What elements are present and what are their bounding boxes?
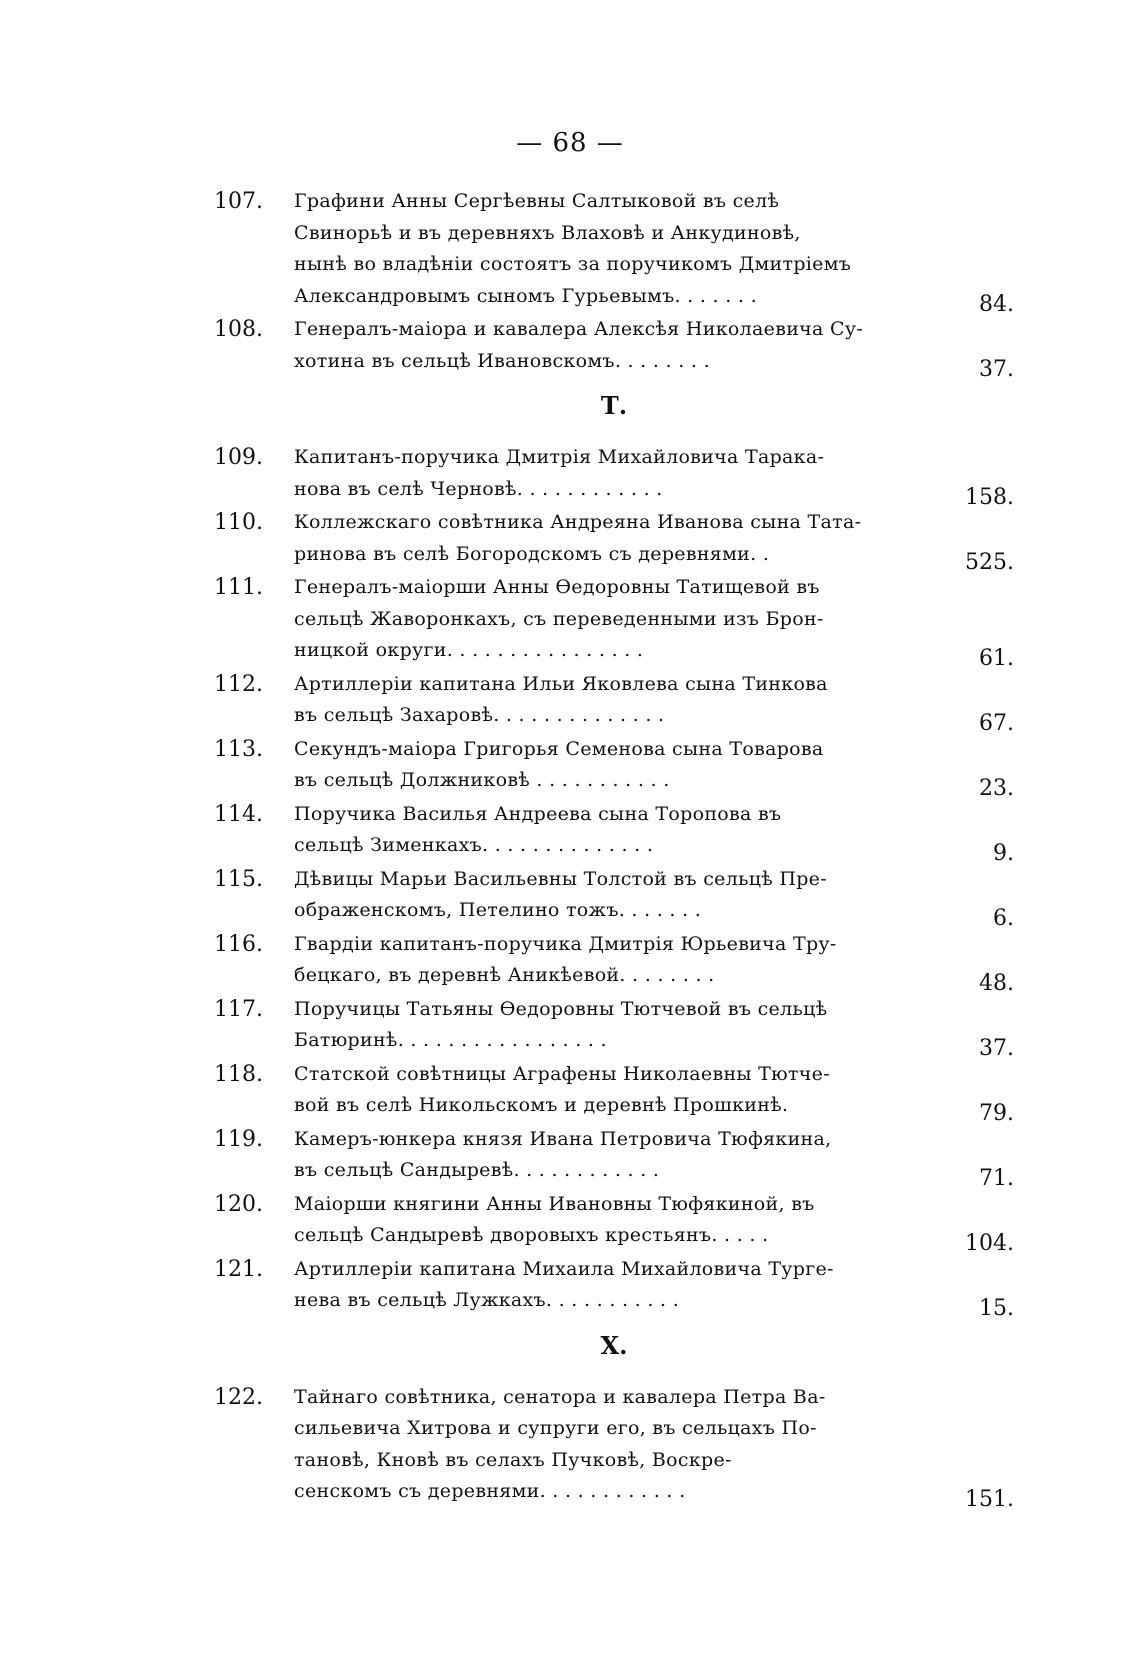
entry-text: [294, 572, 1014, 671]
entry-number: 117.: [214, 996, 263, 1022]
entry-line: Артиллеріи капитана Михаила Михайловича Турге-: [294, 1257, 834, 1280]
list-item: [214, 734, 1014, 801]
list-item: [214, 929, 1014, 996]
entry-line: въ сельцѣ Должниковѣ . . . . . . . . . . .: [294, 769, 670, 791]
entry-line: нынѣ во владѣніи состоятъ за поручикомъ Дмитріемъ: [294, 253, 852, 275]
list-item: [214, 864, 1014, 931]
list-item: [214, 572, 1014, 671]
entry-number: 111.: [214, 575, 263, 600]
entry-text: [294, 1124, 1014, 1191]
entry-page-ref: 525.: [965, 549, 1014, 575]
entry-text: [294, 314, 1014, 382]
entry-number: 121.: [214, 1256, 263, 1282]
entry-text: [294, 799, 1014, 866]
entry-line: Александровымъ сыномъ Гурьевымъ. . . . . . .: [294, 284, 757, 307]
entry-number: 113.: [214, 736, 263, 762]
entry-page-ref: 104.: [965, 1231, 1014, 1256]
list-item: [214, 1059, 1014, 1126]
entry-number: 115.: [214, 866, 263, 892]
entry-line: Генералъ-маіорши Анны Ѳедоровны Татищевой въ: [294, 576, 820, 598]
entry-page-ref: 48.: [979, 971, 1014, 996]
entry-line: ображенскомъ, Петелино тожъ. . . . . . .: [294, 899, 702, 921]
entry-page-ref: 37.: [979, 1036, 1014, 1061]
entry-text: [294, 1189, 1014, 1256]
entry-line: Батюринѣ. . . . . . . . . . . . . . . . .: [294, 1029, 607, 1051]
entry-page-ref: 71.: [979, 1166, 1014, 1191]
entry-line: нова въ селѣ Черновѣ. . . . . . . . . . . .: [294, 477, 663, 500]
entry-page-ref: 15.: [979, 1296, 1014, 1321]
entry-text: [294, 507, 1014, 575]
entry-number: 118.: [214, 1061, 263, 1087]
entry-text: [294, 186, 1014, 317]
entry-page-ref: 84.: [979, 291, 1014, 317]
entry-page-ref: 61.: [979, 646, 1014, 671]
list-item: [214, 994, 1014, 1061]
entry-line: въ сельцѣ Захаровѣ. . . . . . . . . . . . . .: [294, 704, 665, 726]
entry-line: бецкаго, въ деревнѣ Аникѣевой. . . . . . . .: [294, 964, 715, 986]
entry-number: 107.: [214, 189, 263, 214]
entry-line: сельцѣ Жаворонкахъ, съ переведенными изъ Брон-: [294, 607, 824, 630]
list-item: [214, 186, 1014, 317]
entry-line: Генералъ-маіора и кавалера Алексѣя Николаевича Су-: [294, 318, 864, 340]
list-item: [214, 669, 1014, 736]
entry-line: Поручицы Татьяны Ѳедоровны Тютчевой въ сельцѣ: [294, 997, 828, 1020]
entry-text: [294, 1254, 1014, 1321]
entry-line: Поручика Василья Андреева сына Торопова въ: [294, 802, 782, 825]
entry-line: Камеръ-юнкера князя Ивана Петровича Тюфякина,: [294, 1127, 832, 1150]
entry-line: Капитанъ-поручика Дмитрія Михайловича Таракa-: [294, 446, 825, 468]
entry-number: 110.: [214, 510, 263, 535]
section-letter: Т.: [600, 391, 628, 420]
entry-line: сенскомъ съ деревнями. . . . . . . . . . . .: [294, 1480, 686, 1502]
entry-line: вой въ селѣ Никольскомъ и деревнѣ Прошкинѣ.: [294, 1094, 789, 1116]
list-item: [214, 1189, 1014, 1256]
entry-line: Дѣвицы Марьи Васильевны Толстой въ сельцѣ Пре-: [294, 867, 827, 890]
list-item: [214, 799, 1014, 866]
list-item: [214, 1124, 1014, 1191]
entry-line: Артиллеріи капитана Ильи Яковлева сына Тинкова: [294, 672, 828, 695]
entry-line: сильевича Хитрова и супруги его, въ сельцахъ По-: [294, 1417, 817, 1439]
entry-line: тановѣ, Кновѣ въ селахъ Пучковѣ, Воскре-: [294, 1448, 732, 1471]
entry-number: 112.: [214, 671, 263, 697]
entry-line: нева въ сельцѣ Лужкахъ. . . . . . . . . . .: [294, 1289, 680, 1311]
entry-number: 114.: [214, 801, 263, 827]
entry-text: [294, 864, 1014, 931]
entry-line: сельцѣ Зименкахъ. . . . . . . . . . . . . .: [294, 834, 654, 856]
entry-number: 116.: [214, 931, 263, 957]
entry-text: [294, 669, 1014, 736]
entries-list: [214, 186, 1014, 1510]
entry-line: Статской совѣтницы Аграфены Николаевны Тютче-: [294, 1062, 830, 1085]
entry-number: 120.: [214, 1191, 263, 1217]
entry-page-ref: 9.: [993, 841, 1014, 866]
entry-line: Секундъ-маіора Григорья Семенова сына Товарова: [294, 737, 824, 760]
entry-page-ref: 37.: [979, 356, 1014, 382]
list-item: [214, 314, 1014, 382]
entry-page-ref: 67.: [979, 711, 1014, 736]
entry-page-ref: 6.: [993, 906, 1014, 931]
entry-line: Графини Анны Сергѣевны Салтыковой въ селѣ: [294, 190, 780, 212]
entry-page-ref: 23.: [979, 776, 1014, 801]
entry-text: [294, 1059, 1014, 1126]
entry-text: [294, 1382, 1014, 1512]
entry-line: въ сельцѣ Сандыревѣ. . . . . . . . . . . .: [294, 1159, 660, 1181]
entry-line: ницкой округи. . . . . . . . . . . . . . . .: [294, 639, 644, 661]
entry-text: [294, 734, 1014, 801]
entry-text: [294, 994, 1014, 1061]
section-letter: Х.: [600, 1330, 628, 1360]
entry-page-ref: 151.: [965, 1487, 1014, 1512]
entry-line: Маіорши княгини Анны Ивановны Тюфякиной, въ: [294, 1192, 815, 1215]
page-number: — 68 —: [516, 128, 624, 158]
entry-text: [294, 929, 1014, 996]
entry-line: Свинорьѣ и въ деревняхъ Влаховѣ и Анкудиновѣ,: [294, 221, 801, 244]
list-item: [214, 1254, 1014, 1321]
entry-number: 109.: [214, 445, 263, 470]
entry-line: ринова въ селѣ Богородскомъ съ деревнями. .: [294, 542, 770, 565]
entry-number: 108.: [214, 317, 263, 342]
list-item: [214, 442, 1014, 510]
entry-line: Тайнаго совѣтника, сенатора и кавалера Петра Ва-: [294, 1385, 826, 1408]
entry-page-ref: 158.: [965, 484, 1014, 510]
entry-line: сельцѣ Сандыревѣ дворовыхъ крестьянъ. . . . .: [294, 1224, 769, 1246]
entry-page-ref: 79.: [979, 1101, 1014, 1126]
list-item: [214, 1382, 1014, 1512]
entry-line: хотина въ сельцѣ Ивановскомъ. . . . . . . .: [294, 349, 710, 372]
list-item: [214, 507, 1014, 575]
entry-number: 122.: [214, 1384, 263, 1410]
entry-number: 119.: [214, 1126, 263, 1152]
entry-line: Коллежскаго совѣтника Андреяна Иванова сына Тата-: [294, 511, 862, 533]
entry-text: [294, 442, 1014, 510]
entry-line: Гвардіи капитанъ-поручика Дмитрія Юрьевича Тру-: [294, 932, 837, 955]
